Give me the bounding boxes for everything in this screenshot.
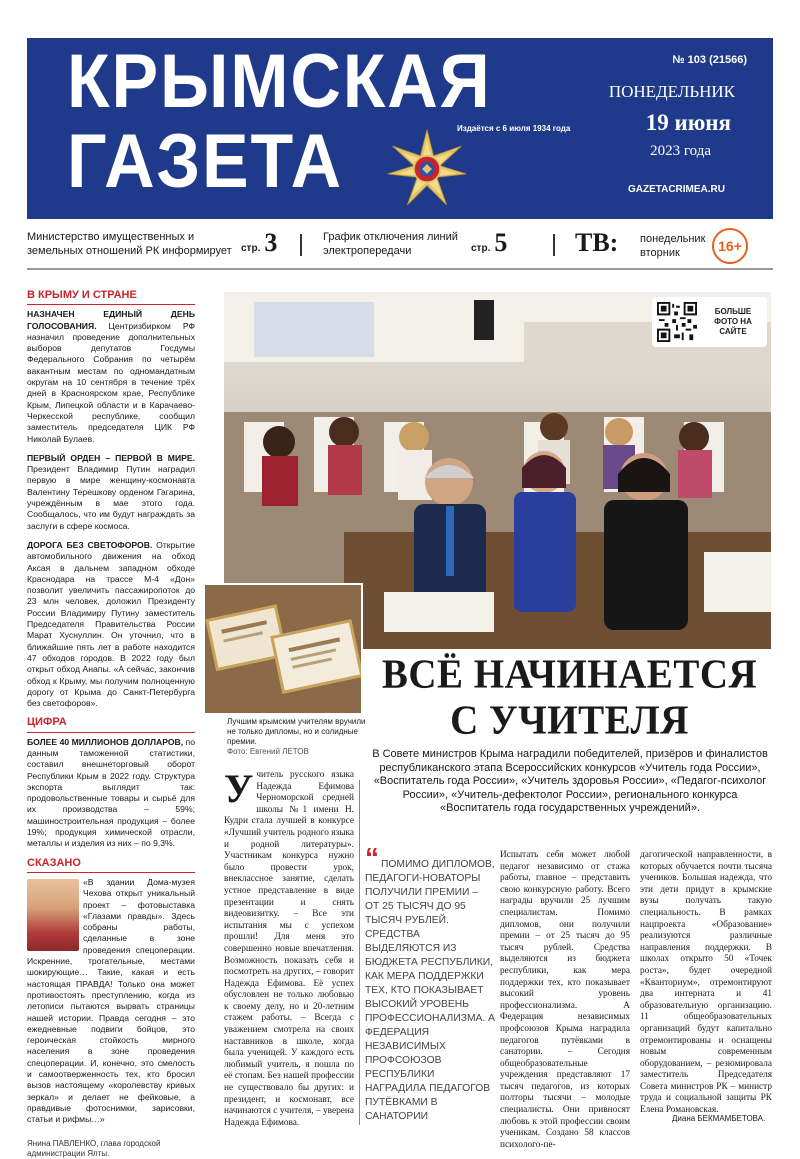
article-column-2: Испытать себя может любой педагог независимо от стажа работы, главное – представить свою конкурсную работу. Всего награды вручили 25 лучшим специалистам. Помимо дипломов, они получили премии – от 25 тысяч до 95 тысяч рублей. Средства выделяются из бюджета республики, как мера поддержки тех, кто показывает высокий уровень профессионализма. А Федерация независимых профсоюзов Крыма наградила педагогов путёвками в санатории. – Сегодня общеобразовательные учреждения представляют 17 тысяч педагогов, из которых полторы тысячи – молодые специалисты. Они привносят любовь к этой профессии своим ученикам. Создано 58 классов психолого-пе- xyxy=(500,850,630,1150)
issue-year: 2023 года xyxy=(650,143,711,159)
figure-item xyxy=(27,737,195,850)
diplomas-photo xyxy=(205,585,363,715)
quote-mark-icon: “ xyxy=(365,842,379,873)
headline-line-1: ВСЁ НАЧИНАЕТСЯ xyxy=(381,651,758,697)
age-rating-badge: 16+ xyxy=(712,228,748,264)
teaser-strip xyxy=(27,226,773,270)
quote-author: Янина ПАВЛЕНКО, глава городской администрации Ялты. xyxy=(27,1139,161,1159)
headline-line-2: С УЧИТЕЛЯ xyxy=(450,698,689,744)
author-photo xyxy=(27,879,79,951)
qr-code-icon xyxy=(657,302,697,342)
figure-headline: БОЛЕЕ 40 МИЛЛИОНОВ ДОЛЛАРОВ, xyxy=(27,736,184,747)
issue-date: 19 июня xyxy=(645,110,731,135)
figure-body: по данным таможенной статистики, составил внешнеторговый оборот Республики Крым в 2022 году. Структура экспорта выглядит так: продовольственные товары и сырьё для их производства – 59%; машиностроительная продукция – более 19%; продукция химической отрасли, металлы и изделия из них – по 9,3%. xyxy=(27,736,195,849)
page-prefix: стр. xyxy=(471,243,491,254)
tv-label: ТВ: xyxy=(575,228,619,257)
teaser-page-ref[interactable] xyxy=(241,228,277,258)
teaser-page-ref[interactable] xyxy=(471,228,507,258)
title-line-2: ГАЗЕТА xyxy=(67,119,344,204)
section-title: ЦИФРА xyxy=(27,717,195,732)
masthead xyxy=(27,38,773,219)
section-title: СКАЗАНО xyxy=(27,858,195,873)
caption-text: Лучшим крымским учителям вручили не только дипломы, но и солидные премии. xyxy=(227,717,366,746)
article-author: Диана БЕКМАМБЕТОВА. xyxy=(672,1114,766,1123)
quote-block xyxy=(27,877,195,1159)
divider xyxy=(300,234,302,256)
news-item xyxy=(27,540,195,709)
section-title: В КРЫМУ И СТРАНЕ xyxy=(27,290,195,305)
column-text: читель русского языка Надежда Ефимова Черноморской средней школы №1 имени Н. Кудри стала лучшей в конкурсе «Лучший учитель родного языка и родной литературы». Участникам конкурса нужно было провести урок, внеклассное занятие, сделать устное представление в виде презентации и снять видеовизитку. – Все эти испытания мы с успехом прошли! Для меня это совершенно новые впечатления. Возможность показать себя и посмотреть на других, – говорит Надежда Ефимова. Её успех обусловлен не только любовью к своему делу, но и 20-летним стажем работы. – Всегда с уважением смотрела на своих наставников в школе, когда была ученицей. У каждого есть любимый учитель, я пошла по её стопам. Без нашей профессии не существовало бы других: и президент, и космонавт, все начинаются с учителя, – уверена Надежда Ефимова. xyxy=(224,770,354,1128)
news-body: Центризбирком РФ назначил проведение дополнительных выборов депутатов Госдумы Федерального Собрания по четырём вакантным местам по одномандатным округам на 10 сентября в течение трёх дней в Красноярском крае, Республике Крым, Липецкой области и в Карачаево-Черкесской республике, сообщил заместитель председателя ЦИК РФ Николай Булаев. xyxy=(27,320,195,444)
weekday: ПОНЕДЕЛЬНИК xyxy=(608,82,735,101)
column-divider xyxy=(359,780,360,1125)
news-body: Президент Владимир Путин наградил первую в мире женщину-космонавта Валентину Терешкову орденом Гагарина, учреждённым в мае этого года. Сообщалось, что им будут награждать за заслуги в сфере космоса. xyxy=(27,464,195,531)
teaser-text[interactable]: Министерство имущественных и земельных отношений РК информирует xyxy=(27,231,232,257)
issue-number: № 103 (21566) xyxy=(672,54,747,66)
news-item xyxy=(27,453,195,532)
website-link[interactable]: GAZETACRIMEA.RU xyxy=(627,184,725,195)
news-headline: ПЕРВЫЙ ОРДЕН – ПЕРВОЙ В МИРЕ. xyxy=(27,452,195,463)
founded-note: Издаётся с 6 июля 1934 года xyxy=(457,124,571,133)
article-headline xyxy=(367,652,772,744)
article-column-3: дагогической направленности, в которых обучается почти тысяча учеников. Большая надежда, что эти дети придут в крымские вузы получать такую специальность. В рамках нацпроекта «Образование» реализуются различные направления поддержки. В школах открыто 50 «Точек роста», будет очередной «Кванториум», отремонтируют два интерната и 41 образовательную организацию. 11 общеобразовательных организаций будут капитально отремонтированы и оснащены новым современным оборудованием, – резюмировала заместитель Председателя Совета министров РК – министр труда и социальной защиты РК Елена Романовская. xyxy=(640,850,772,1116)
photo-caption xyxy=(227,717,367,757)
sidebar xyxy=(27,290,195,1159)
drop-cap: У xyxy=(224,766,254,811)
page-number: 3 xyxy=(264,228,278,257)
news-headline: НАЗНАЧЕН ЕДИНЫЙ ДЕНЬ ГОЛОСОВАНИЯ. xyxy=(27,309,195,331)
article-column-1 xyxy=(224,766,354,1129)
pull-quote xyxy=(365,842,495,1124)
page-prefix: стр. xyxy=(241,243,261,254)
news-body: Открытие автомобильного движения на обход Аксая в дальнем западном обходе Краснодара на трассе М-4 «Дон» позволит увеличить пассажиропоток до 23 млн человек, доложил Президенту России Владимиру Путину заместитель Председателя Правительства России Марат Хуснуллин. Он уточнил, что в ближайшие пять лет в работе находится 47 обходов городов. В 2022 году был открыт обход Анапы. «А сейчас, закончив обход к Крыму, мы получим полноценную дорогу от Крыма до Санкт-Петербурга без светофоров». xyxy=(27,539,195,709)
divider xyxy=(553,234,555,256)
tv-days[interactable]: понедельник вторник xyxy=(640,233,706,259)
title-line-1: КРЫМСКАЯ xyxy=(67,39,492,124)
teaser-text[interactable]: График отключения линий электропередачи xyxy=(323,231,458,257)
pull-quote-text: ПОМИМО ДИПЛОМОВ, ПЕДАГОГИ-НОВАТОРЫ ПОЛУЧИЛИ ПРЕМИИ – ОТ 25 ТЫСЯЧ ДО 95 ТЫСЯЧ РУБЛЕЙ. СРЕДСТВА ВЫДЕЛЯЮТСЯ ИЗ БЮДЖЕТА РЕСПУБЛИКИ, КАК МЕРА ПОДДЕРЖКИ ТЕХ, КТО ПОКАЗЫВАЕТ ВЫСОКИЙ УРОВЕНЬ ПРОФЕССИОНАЛИЗМА. А ФЕДЕРАЦИЯ НЕЗАВИСИМЫХ ПРОФСОЮЗОВ РЕСПУБЛИКИ НАГРАДИЛА ПЕДАГОГОВ ПУТЁВКАМИ В САНАТОРИИ xyxy=(365,859,495,1122)
inset-photo[interactable] xyxy=(203,583,363,715)
photo-credit: Фото: Евгений ЛЕТОВ xyxy=(227,747,309,756)
quote-text: «В здании Дома-музея Чехова открыт уникальный проект – фотовыставка «Глазами правды». Здесь собраны работы, сделанные в зоне проведения спецоперации. Искренние, трогательные, местами шокирующие… Такие, какая и есть настоящая ПРАВДА! Только она может противостоять преступлению, когда из летописи пытаются вырвать страницы нашей истории. Правда сегодня – это ежедневные подвиги бойцов, это героическая стойкость мирного населения в зоне проведения спецоперации. И, конечно, это смелость и самоотверженность тех, кто бросил вызов настоящему «королевству кривых зеркал» и делает не фейковые, а правдивые фотоснимки, зарисовки, статьи и рифмы…» xyxy=(27,876,195,1125)
qr-label: БОЛЬШЕ ФОТО НА САЙТЕ xyxy=(714,307,752,336)
article-lead: В Совете министров Крыма наградили победителей, призёров и финалистов республиканского этапа Всероссийских конкурсов «Учитель года России», «Воспитатель года России», «Учитель здоровья России», «Педагог-психолог России», «Учитель-дефектолог России», регионального конкурса «Воспитатель года государственных учреждений». xyxy=(372,748,768,814)
qr-more-photos[interactable] xyxy=(652,297,767,347)
page-number: 5 xyxy=(494,228,508,257)
order-emblem-icon xyxy=(386,128,468,210)
news-item xyxy=(27,309,195,445)
news-headline: ДОРОГА БЕЗ СВЕТОФОРОВ. xyxy=(27,539,153,550)
